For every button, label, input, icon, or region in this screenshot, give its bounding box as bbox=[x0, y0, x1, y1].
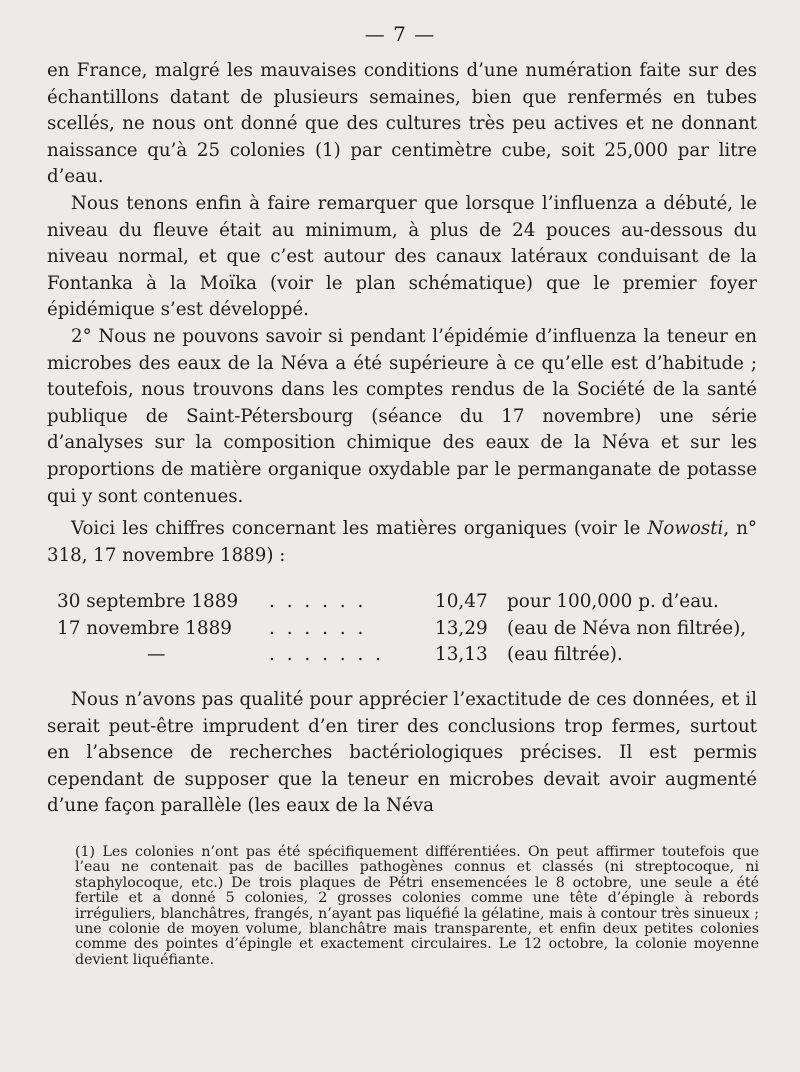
intro-text: Voici les chiffres concernant les matières organiques (voir le bbox=[71, 518, 648, 540]
row-note: (eau de Néva non filtrée), bbox=[507, 617, 747, 639]
footnote bbox=[75, 845, 759, 968]
row-date-ditto: — bbox=[147, 644, 166, 666]
intro-reference: , n° 318, 17 novembre 1889) : bbox=[47, 518, 758, 566]
footnote-text: (1) Les colonies n’ont pas été spécifiquement différentiées. On peut affirmer toutefois que l’eau ne contenait pas de bacilles pathogènes connus et classés (ni streptocoque, ni staphylocoque, etc.) De trois plaques de Pétri ensemencées le 8 octobre, une seule a été fertile et a donné 5 colonies, 2 grosses colonies comme une tête d’épingle à rebords irréguliers, blanchâtres, frangés, n’ayant pas liquéfié la gélatine, mais à contour très sinueux ; une colonie de moyen volume, blanchâtre mais transparente, et enfin deux petites colonies comme des pointes d’épingle et exactement circulaires. Le 12 octobre, la colonie moyenne devient liquéfiante. bbox=[75, 844, 759, 968]
table-row bbox=[47, 616, 757, 643]
organic-matter-table bbox=[47, 589, 757, 669]
table-row bbox=[47, 589, 757, 616]
paragraph-intro-figures bbox=[47, 516, 757, 569]
row-note: (eau filtrée). bbox=[507, 644, 623, 666]
table-row bbox=[47, 642, 757, 669]
row-note: pour 100,000 p. d’eau. bbox=[507, 591, 719, 613]
paragraph-continuation: en France, malgré les mauvaises conditions d’une numération faite sur des échantillons datant de plusieurs semaines, bien que renfermés en tubes scellés, ne nous ont donné que des cultures très peu actives et ne donnant naissance qu’à 25 colonies (1) par centimètre cube, soit 25,000 par litre d’eau. bbox=[47, 60, 757, 188]
row-value: 10,47 bbox=[435, 591, 488, 613]
row-leader-dots: . . . . . . . bbox=[269, 644, 384, 666]
paragraph-conclusion: Nous n’avons pas qualité pour apprécier l’exactitude de ces données, et il serait peut-être imprudent d’en tirer des conclusions trop fermes, surtout en l’absence de recherches bactériologiques précises. Il est permis cependant de supposer que la teneur en microbes devait avoir augmenté d’une façon parallèle (les eaux de la Néva bbox=[47, 689, 757, 817]
newspaper-title: Nowosti bbox=[647, 518, 724, 540]
row-date: 17 novembre 1889 bbox=[57, 617, 232, 639]
paragraph-influenza: Nous tenons enfin à faire remarquer que lorsque l’influenza a débuté, le niveau du fleuve était au minimum, à plus de 24 pouces au-dessous du niveau normal, et que c’est autour des canaux latéraux conduisant de la Fontanka à la Moïka (voir le plan schématique) que le premier foyer épidémique s’est développé. bbox=[47, 192, 757, 321]
body-text bbox=[47, 58, 757, 820]
row-value: 13,13 bbox=[435, 644, 488, 666]
row-leader-dots: . . . . . . bbox=[269, 617, 367, 639]
row-leader-dots: . . . . . . bbox=[269, 591, 367, 613]
row-date: 30 septembre 1889 bbox=[57, 591, 239, 613]
paragraph-microbes: 2° Nous ne pouvons savoir si pendant l’épidémie d’influenza la teneur en microbes des eaux de la Néva a été supérieure à ce qu’elle est d’habitude ; toutefois, nous trouvons dans les comptes rendus de la Société de la santé publique de Saint-Pétersbourg (séance du 17 novembre) une série d’analyses sur la composition chimique des eaux de la Néva et sur les proportions de matière organique oxydable par le permanganate de potasse qui y sont contenues. bbox=[47, 325, 757, 507]
page-number: — 7 — bbox=[364, 22, 436, 46]
row-value: 13,29 bbox=[435, 617, 488, 639]
